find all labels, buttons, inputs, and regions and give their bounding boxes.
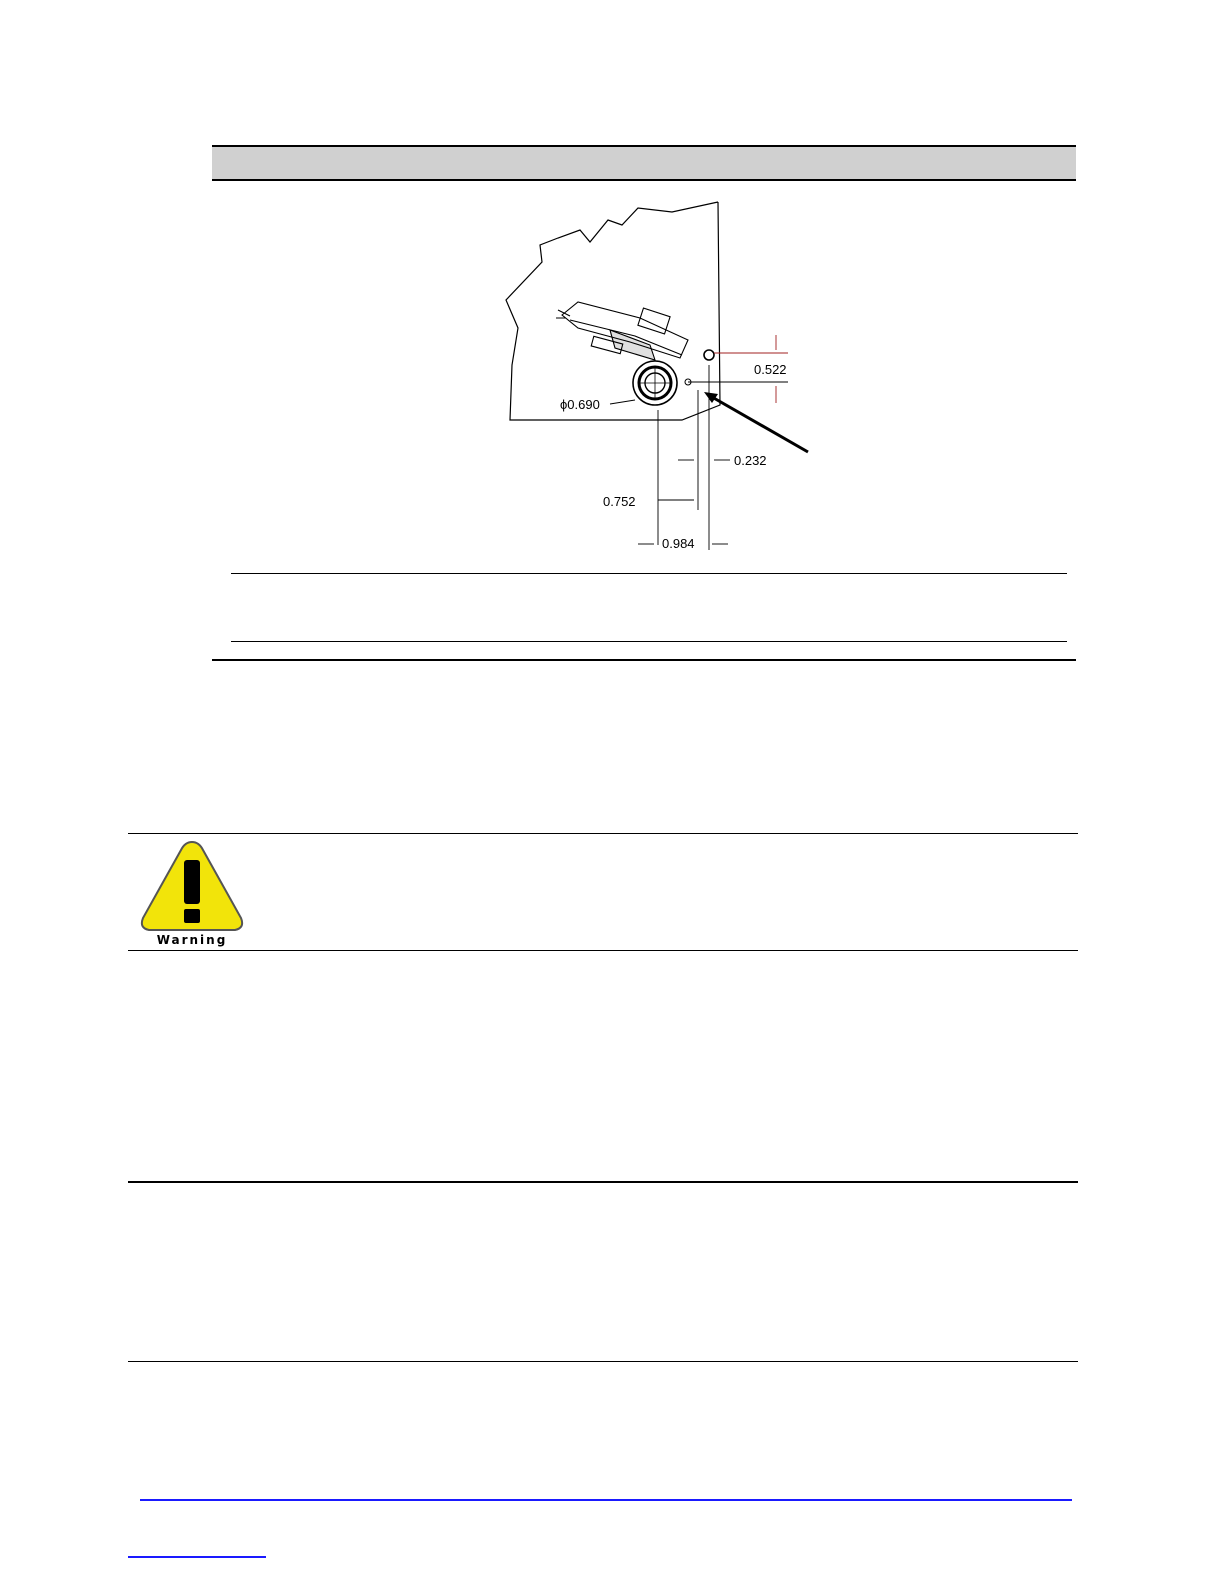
mechanical-drawing — [490, 190, 820, 565]
section-rule-top — [128, 1181, 1078, 1183]
warning-icon-label: Warning — [156, 933, 228, 947]
dim-offset-center: 0.752 — [603, 494, 636, 509]
dim-bore-diameter: ϕ0.690 — [560, 397, 600, 412]
dim-hole-top: 0.522 — [754, 362, 787, 377]
pointer-arrow — [704, 392, 808, 452]
bore-circle — [633, 361, 677, 405]
section-rule-bottom — [128, 1361, 1078, 1362]
footer-short-rule — [128, 1556, 266, 1558]
figure-header-bar — [212, 145, 1076, 181]
footer-rule — [140, 1499, 1072, 1501]
dim-overall-width: 0.984 — [662, 536, 695, 551]
warning-icon — [137, 838, 247, 948]
caption-rule-top — [231, 573, 1067, 574]
warning-rule-top — [128, 833, 1078, 834]
mounting-hole — [704, 350, 714, 360]
warning-rule-bottom — [128, 950, 1078, 951]
dim-offset-right: 0.232 — [734, 453, 767, 468]
figure-bottom-rule — [212, 659, 1076, 661]
caption-rule-bottom — [231, 641, 1067, 642]
bracket-assembly — [556, 302, 688, 360]
